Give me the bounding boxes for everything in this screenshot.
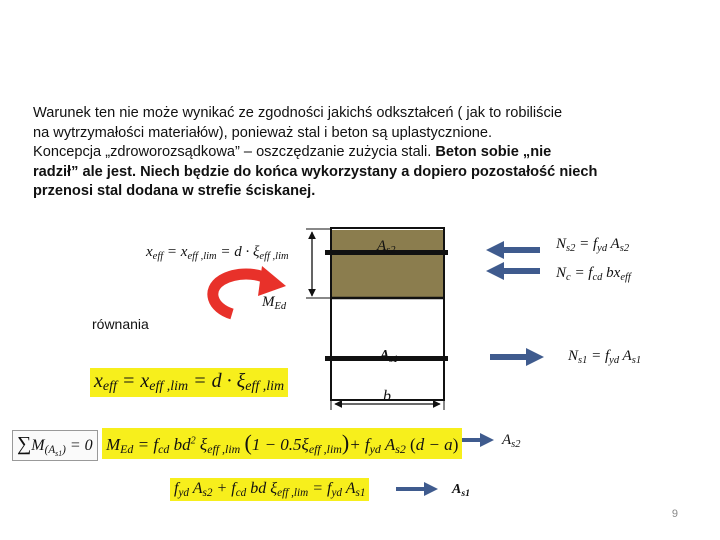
nc-formula: $N_c = f_{cd}$ $bx_{eff}$ bbox=[556, 265, 631, 283]
force-arrow-ns2-icon bbox=[486, 241, 540, 259]
as2-right-label: $A_{s2}$ bbox=[502, 432, 521, 450]
force-arrow-ns1-icon bbox=[490, 348, 544, 366]
para-line-5: przenosi stal dodana w strefie ściskanej. bbox=[33, 183, 316, 199]
arrow-as1-icon bbox=[396, 482, 438, 496]
ns1-formula: $N_{s1} = f_{yd}$ $A_{s1}$ bbox=[568, 348, 642, 366]
as2-label: $A_{s2}$ bbox=[377, 238, 396, 256]
xeff-top-formula: $x_{eff} = x_{eff ,lim} = d \cdot \xi_{eff ,lim}$ bbox=[146, 244, 289, 262]
as1-right-label: $A_{s1}$ bbox=[452, 482, 471, 499]
as1-label: $A_{s1}$ bbox=[380, 348, 399, 365]
para-line-3b: Beton sobie „nie bbox=[435, 144, 552, 160]
xeff-box-formula: $x_{eff} = x_{eff ,lim} = d \cdot \xi_{eff ,lim}$ bbox=[90, 368, 288, 397]
page-number: 9 bbox=[671, 508, 678, 520]
moment-equation: $M_{Ed} = f_{cd}$ $bd^2$ $\xi_{eff ,lim}$ $(1 - 0.5\xi_{eff ,lim})+ f_{yd}$ $A_{s2}$ (d − a) bbox=[102, 428, 462, 459]
ns2-formula: $N_{s2} = f_{yd}$ $A_{s2}$ bbox=[556, 236, 630, 254]
force-equation: $f_{yd}$ $A_{s2} + f_{cd}$ bd $\xi_{eff ,lim} = f_{yd}$ $A_{s1}$ bbox=[170, 478, 369, 501]
para-line-4: radził” ale jest. Niech będzie do końca wykorzystany a dopiero pozostałość niech bbox=[33, 163, 598, 180]
para-line-3a: Koncepcja „zdroworozsądkowa” – oszczędzanie zużycia stali. bbox=[33, 144, 436, 160]
rownania-label: równania bbox=[92, 316, 149, 332]
sum-moment-formula: $\sum M_{(A_{s1})} = 0$ bbox=[12, 430, 98, 461]
med-label: $M_{Ed}$ bbox=[262, 294, 287, 312]
force-arrow-nc-icon bbox=[486, 262, 540, 280]
para-line-1: Warunek ten nie może wynikać ze zgodności jakichś odkształceń ( jak to robiliście bbox=[33, 105, 563, 121]
b-label: b bbox=[383, 388, 391, 405]
para-line-2: na wytrzymałości materiałów), ponieważ stal i beton są uplastycznione. bbox=[33, 124, 493, 141]
